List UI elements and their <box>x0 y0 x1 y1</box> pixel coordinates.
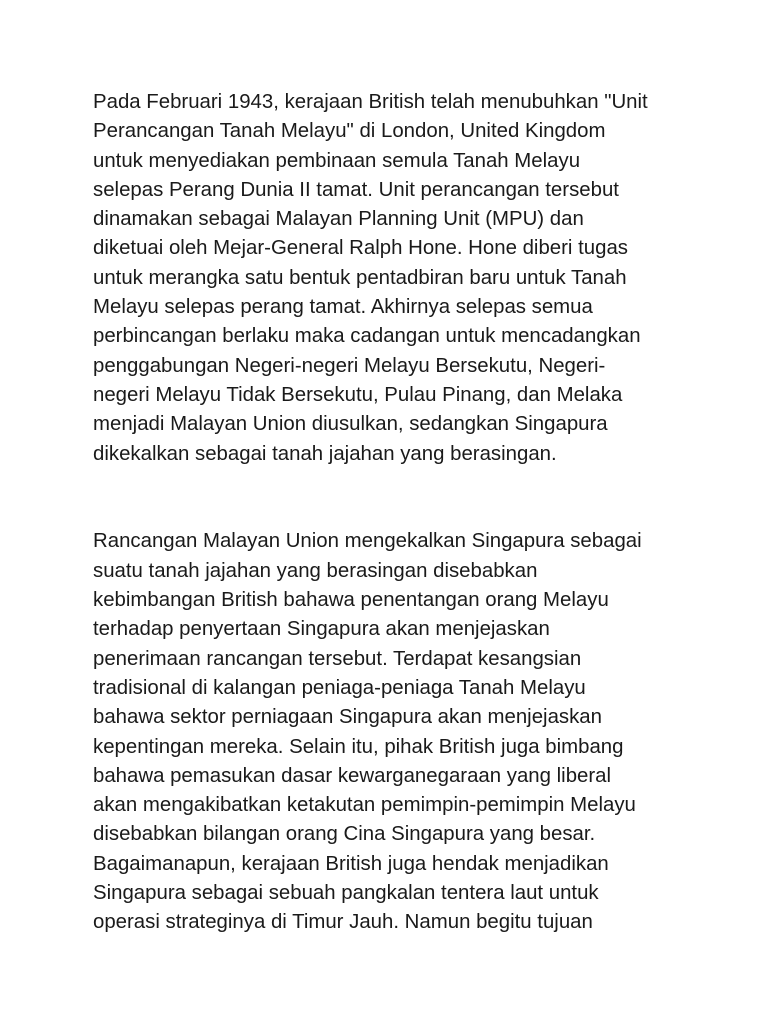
text-line: kepentingan mereka. Selain itu, pihak British juga bimbang <box>93 735 624 758</box>
text-line: Pada Februari 1943, kerajaan British telah menubuhkan "Unit <box>93 91 648 113</box>
text-line: penggabungan Negeri-negeri Melayu Bersekutu, Negeri- <box>93 354 606 377</box>
text-line: operasi strateginya di Timur Jauh. Namun begitu tujuan <box>93 911 593 934</box>
text-line: untuk menyediakan pembinaan semula Tanah Melayu <box>93 149 581 172</box>
text-line: diketuai oleh Mejar-General Ralph Hone. Hone diberi tugas <box>93 237 628 260</box>
text-line: disebabkan bilangan orang Cina Singapura yang besar. <box>93 823 596 846</box>
text-line: bahawa sektor perniagaan Singapura akan menjejaskan <box>93 706 602 729</box>
text-line: bahawa pemasukan dasar kewarganegaraan yang liberal <box>93 764 612 787</box>
text-line: selepas Perang Dunia II tamat. Unit perancangan tersebut <box>93 178 619 201</box>
text-line: perbincangan berlaku maka cadangan untuk mencadangkan <box>93 325 641 348</box>
text-line: Singapura sebagai sebuah pangkalan tentera laut untuk <box>93 882 599 905</box>
text-line: Melayu selepas perang tamat. Akhirnya selepas semua <box>93 296 593 319</box>
paragraph-spacer <box>93 469 733 528</box>
text-line: Bagaimanapun, kerajaan British juga hendak menjadikan <box>93 852 609 875</box>
text-line: akan mengakibatkan ketakutan pemimpin-pemimpin Melayu <box>93 794 636 817</box>
paragraph-2 <box>93 527 733 937</box>
text-line: tradisional di kalangan peniaga-peniaga Tanah Melayu <box>93 676 586 699</box>
text-line: dikekalkan sebagai tanah jajahan yang berasingan. <box>93 442 557 465</box>
text-line: Perancangan Tanah Melayu" di London, United Kingdom <box>93 120 606 143</box>
paragraph-1 <box>93 88 733 469</box>
text-line: suatu tanah jajahan yang berasingan disebabkan <box>93 559 538 582</box>
text-line: dinamakan sebagai Malayan Planning Unit (MPU) dan <box>93 208 584 231</box>
text-line: untuk merangka satu bentuk pentadbiran baru untuk Tanah <box>93 266 627 289</box>
text-line: menjadi Malayan Union diusulkan, sedangkan Singapura <box>93 413 608 436</box>
text-line: terhadap penyertaan Singapura akan menjejaskan <box>93 618 550 641</box>
text-line: Rancangan Malayan Union mengekalkan Singapura sebagai <box>93 530 642 553</box>
document-body <box>93 88 733 938</box>
text-line: kebimbangan British bahawa penentangan orang Melayu <box>93 589 609 612</box>
text-line: penerimaan rancangan tersebut. Terdapat kesangsian <box>93 647 582 670</box>
text-line: negeri Melayu Tidak Bersekutu, Pulau Pinang, dan Melaka <box>93 383 623 406</box>
